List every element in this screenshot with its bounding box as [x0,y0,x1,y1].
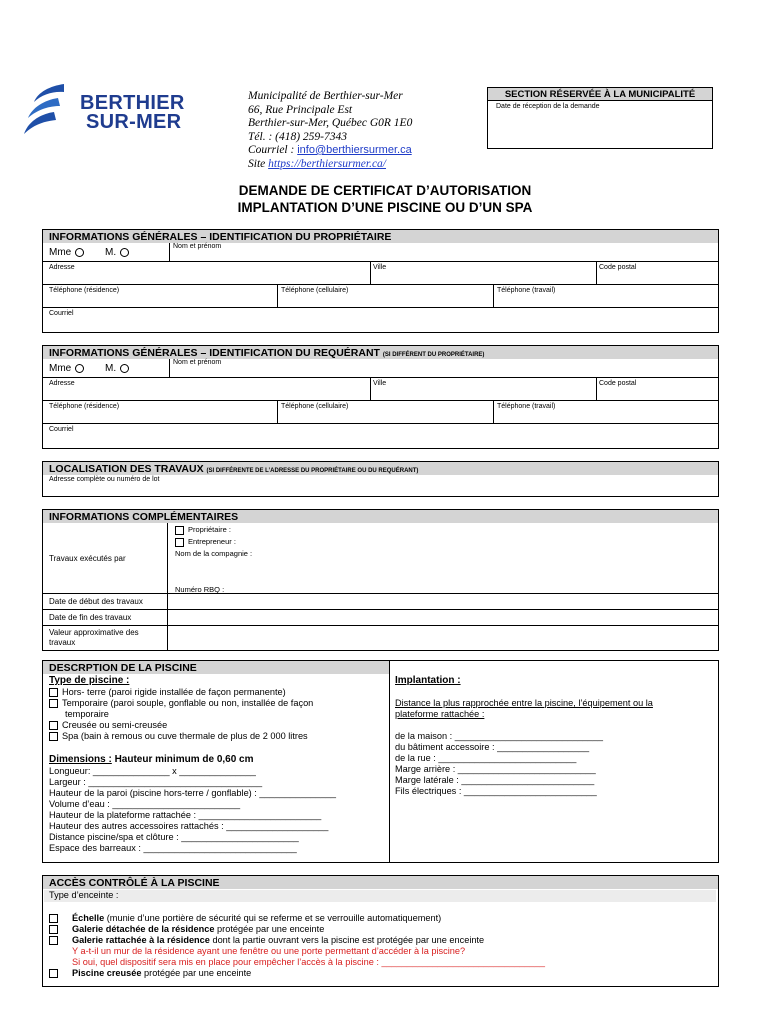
address-line-3: Berthier-sur-Mer, Québec G0R 1E0 [248,117,413,129]
applicant-m-radio[interactable] [120,364,129,373]
ladder-checkbox[interactable] [49,914,58,923]
owner-name-label: Nom et prénom [173,243,222,250]
m-radio[interactable] [120,248,129,257]
length-field[interactable]: Longueur: _______________ x _______________ [49,765,256,776]
start-date-row: Date de début des travaux [43,593,718,609]
address-line-1: Municipalité de Berthier-sur-Mer [248,90,403,102]
logo [20,82,200,142]
pool-section [42,660,719,863]
contractor-checkbox[interactable] [175,538,184,547]
page-title [0,183,770,216]
email-line: Courriel : info@berthiersurmer.ca [248,144,412,156]
complementary-header: INFORMATIONS COMPLÉMENTAIRES [43,510,718,523]
works-options: Propriétaire : Entrepreneur : Nom de la compagnie : [175,525,253,558]
logo-line1: BERTHIER [80,92,185,114]
complementary-section [42,509,719,651]
owner-section [42,229,719,333]
type-inground-checkbox[interactable] [49,721,58,730]
type-above-ground-checkbox[interactable] [49,688,58,697]
accessories-height-field[interactable]: Hauteur des autres accessoires rattachés : ____________________ [49,820,329,831]
applicant-title-choices: Mme M. [49,363,129,374]
fence-distance-field[interactable]: Distance piscine/spa et clôture : _______________________ [49,831,299,842]
reception-date-label: Date de réception de la demande [496,103,600,110]
access-header: ACCÈS CONTRÔLÉ À LA PISCINE [43,876,718,889]
works-by-label: Travaux exécutés par [49,554,126,563]
pool-left-column: Type de piscine : Hors- terre (paroi rigide installée de façon permanente) Temporaire (paroi souple, gonflable ou non, installée de façon temporaire Creusée ou semi-creusée Spa (bain à remous ou cuve thermale de plus de 2 000 litres Dimensions : Hauteur minimum de 0,60 cm Longueur: _______________ x _______________ Largeur : __________________________________ Hauteur de la paroi (piscine hors-terre / gonflable) : _______________ Volume d’eau : _________________________ Hauteur de la plateforme rattachée : ________________________ Hauteur des autres accessoires rattachés : ____________________ Distance piscine/spa et clôture : _______________________ Espace des barreaux : ______________________________ [49,675,385,854]
detached-deck-checkbox[interactable] [49,925,58,934]
width-field[interactable]: Largeur : __________________________________ [49,776,263,787]
logo-line2: SUR-MER [86,111,182,133]
owner-header: INFORMATIONS GÉNÉRALES – IDENTIFICATION DU PROPRIÉTAIRE [43,230,718,243]
owner-email-row: Courriel [43,307,718,332]
reserved-title: SECTION RÉSERVÉE À LA MUNICIPALITÉ [488,88,712,101]
side-margin-field[interactable]: Marge latérale : __________________________ [395,774,595,785]
title-line-1: DEMANDE DE CERTIFICAT D’AUTORISATION [238,183,532,198]
inground-enclosure-checkbox[interactable] [49,969,58,978]
house-distance-field[interactable]: de la maison : _____________________________ [395,730,603,741]
pool-right-column: Implantation : Distance la plus rapprochée entre la piscine, l’équipement ou la plateforme rattachée : de la maison : _____________________________ du bâtiment accessoire : __________________ de la rue : ___________________________ Marge arrière : ___________________________ Marge latérale : __________________________ Fils électriques : __________________________ [395,675,715,797]
rear-margin-field[interactable]: Marge arrière : ___________________________ [395,763,596,774]
logo-swoosh-icon [20,82,72,140]
applicant-address-row: Adresse Ville Code postal [43,377,718,400]
water-volume-field[interactable]: Volume d’eau : _________________________ [49,798,241,809]
end-date-row: Date de fin des travaux [43,609,718,625]
electric-wires-field[interactable]: Fils électriques : __________________________ [395,785,597,796]
owner-title-choices: Mme M. [49,247,129,258]
applicant-phone-row: Téléphone (résidence) Téléphone (cellulaire) Téléphone (travail) [43,400,718,423]
access-section [42,875,719,987]
type-temporary-checkbox[interactable] [49,699,58,708]
access-options: Échelle (munie d’une portière de sécurité qui se referme et se verrouille automatiquement) Galerie détachée de la résidence protégée par une enceinte Galerie rattachée à la résidence dont la partie ouvrant vers la piscine est protégée par une enceinte Y a-t-il un mur de la résidence ayant une fenêtre ou une porte permettant d’accéder à la piscine? Si oui, quel dispositif sera mis en place pour empêcher l’accès à la piscine : ________________________________ Piscine creusée protégée par une enceinte [49,913,717,979]
type-spa-checkbox[interactable] [49,732,58,741]
address-line-2: 66, Rue Principale Est [248,103,353,116]
wall-question: Y a-t-il un mur de la résidence ayant une fenêtre ou une porte permettant d’accéder à la piscine? [72,946,466,956]
reserved-section [487,87,713,149]
owner-checkbox[interactable] [175,526,184,535]
street-distance-field[interactable]: de la rue : ___________________________ [395,752,577,763]
location-header: LOCALISATION DES TRAVAUX (SI DIFFÉRENTE DE L’ADRESSE DU PROPRIÉTAIRE OU DU REQUÉRANT) [43,462,718,475]
title-line-2: IMPLANTATION D’UNE PISCINE OU D’UN SPA [237,199,533,215]
device-question[interactable]: Si oui, quel dispositif sera mis en place pour empêcher l’accès à la piscine : ________________________________ [72,957,545,967]
wall-height-field[interactable]: Hauteur de la paroi (piscine hors-terre / gonflable) : _______________ [49,787,337,798]
applicant-email-row: Courriel [43,423,718,448]
attached-deck-checkbox[interactable] [49,936,58,945]
email-link[interactable]: info@berthiersurmer.ca [297,144,412,156]
applicant-section: INFORMATIONS GÉNÉRALES – IDENTIFICATION DU REQUÉRANT (SI DIFFÉRENT DU PROPRIÉTAIRE) Mme M. Nom et prénom Adresse Ville Code postal Téléphone (résidence) Téléphone (cellulaire) Téléphone (travail) Courriel [42,345,719,449]
location-label: Adresse complète ou numéro de lot [49,476,160,483]
pool-header: DESCRPTION DE LA PISCINE [43,661,389,674]
municipal-address [248,90,488,171]
location-section [42,461,719,497]
rbq-label: Numéro RBQ : [175,585,225,594]
bar-spacing-field[interactable]: Espace des barreaux : ______________________________ [49,842,297,853]
platform-height-field[interactable]: Hauteur de la plateforme rattachée : ________________________ [49,809,322,820]
mme-radio[interactable] [75,248,84,257]
accessory-building-distance-field[interactable]: du bâtiment accessoire : __________________ [395,741,590,752]
address-line-4: Tél. : (418) 259-7343 [248,130,348,143]
applicant-header: INFORMATIONS GÉNÉRALES – IDENTIFICATION DU REQUÉRANT (SI DIFFÉRENT DU PROPRIÉTAIRE) [43,346,718,359]
value-row: Valeur approximative des travaux [43,625,718,650]
site-link[interactable]: https://berthiersurmer.ca/ [268,157,386,170]
owner-address-row: Adresse Ville Code postal [43,261,718,284]
enclosure-type-label: Type d’enceinte : [44,890,716,902]
applicant-mme-radio[interactable] [75,364,84,373]
site-line: Site https://berthiersurmer.ca/ [248,157,386,170]
owner-phone-row: Téléphone (résidence) Téléphone (cellulaire) Téléphone (travail) [43,284,718,307]
